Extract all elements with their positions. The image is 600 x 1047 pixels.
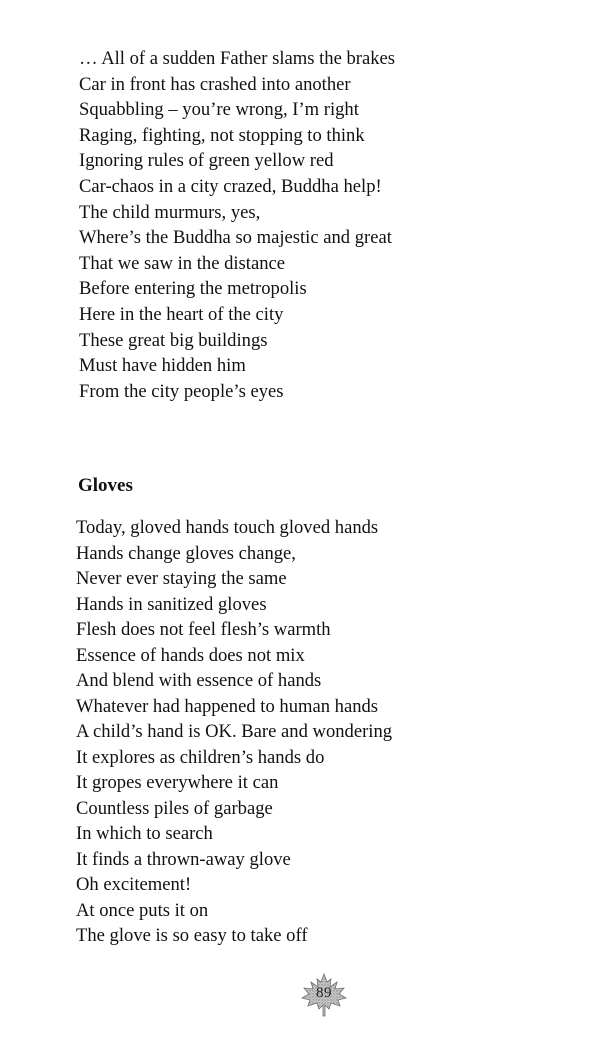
poem-line: Hands change gloves change, [76, 542, 296, 564]
poem-line: The child murmurs, yes, [79, 201, 261, 223]
poem-line: Car-chaos in a city crazed, Buddha help! [79, 175, 382, 197]
poem-line: Here in the heart of the city [79, 303, 284, 325]
poem-line: Ignoring rules of green yellow red [79, 150, 334, 172]
poem-line: It explores as children’s hands do [76, 746, 325, 768]
poem-line: A child’s hand is OK. Bare and wondering [76, 721, 393, 742]
poem-line: From the city people’s eyes [79, 380, 284, 402]
poem-line: Flesh does not feel flesh’s warmth [76, 619, 331, 640]
poem-continued [79, 46, 579, 404]
poem-gloves [76, 515, 586, 949]
poem-line: At once puts it on [76, 899, 209, 921]
poem-line: Essence of hands does not mix [76, 644, 305, 666]
poem-line: That we saw in the distance [79, 252, 286, 274]
poem-line: Whatever had happened to human hands [76, 695, 379, 717]
poem-line: And blend with essence of hands [76, 670, 322, 691]
page-footer [300, 972, 348, 1018]
poem-line: Oh excitement! [76, 874, 192, 895]
poem-line: Today, gloved hands touch gloved hands [76, 517, 379, 538]
poem-line: Hands in sanitized gloves [76, 593, 267, 615]
page-number: 89 [316, 985, 332, 1001]
poem-line: The glove is so easy to take off [76, 925, 308, 946]
poem-line: … All of a sudden Father slams the brakes [79, 48, 396, 69]
poem-line: Where’s the Buddha so majestic and great [79, 227, 392, 249]
poem-line: In which to search [76, 823, 213, 844]
poem-line: Raging, fighting, not stopping to think [79, 124, 365, 146]
poem-line: It gropes everywhere it can [76, 772, 279, 793]
poem-line: Car in front has crashed into another [79, 73, 351, 95]
poem-line: It finds a thrown-away glove [76, 848, 291, 870]
poem-line: These great big buildings [79, 329, 268, 351]
poem-line: Squabbling – you’re wrong, I’m right [79, 99, 359, 121]
poem-line: Must have hidden him [79, 355, 246, 377]
poem-line: Never ever staying the same [76, 568, 287, 589]
poem-line: Countless piles of garbage [76, 797, 273, 819]
poem-line: Before entering the metropolis [79, 278, 307, 300]
poem-title: Gloves [78, 475, 133, 496]
